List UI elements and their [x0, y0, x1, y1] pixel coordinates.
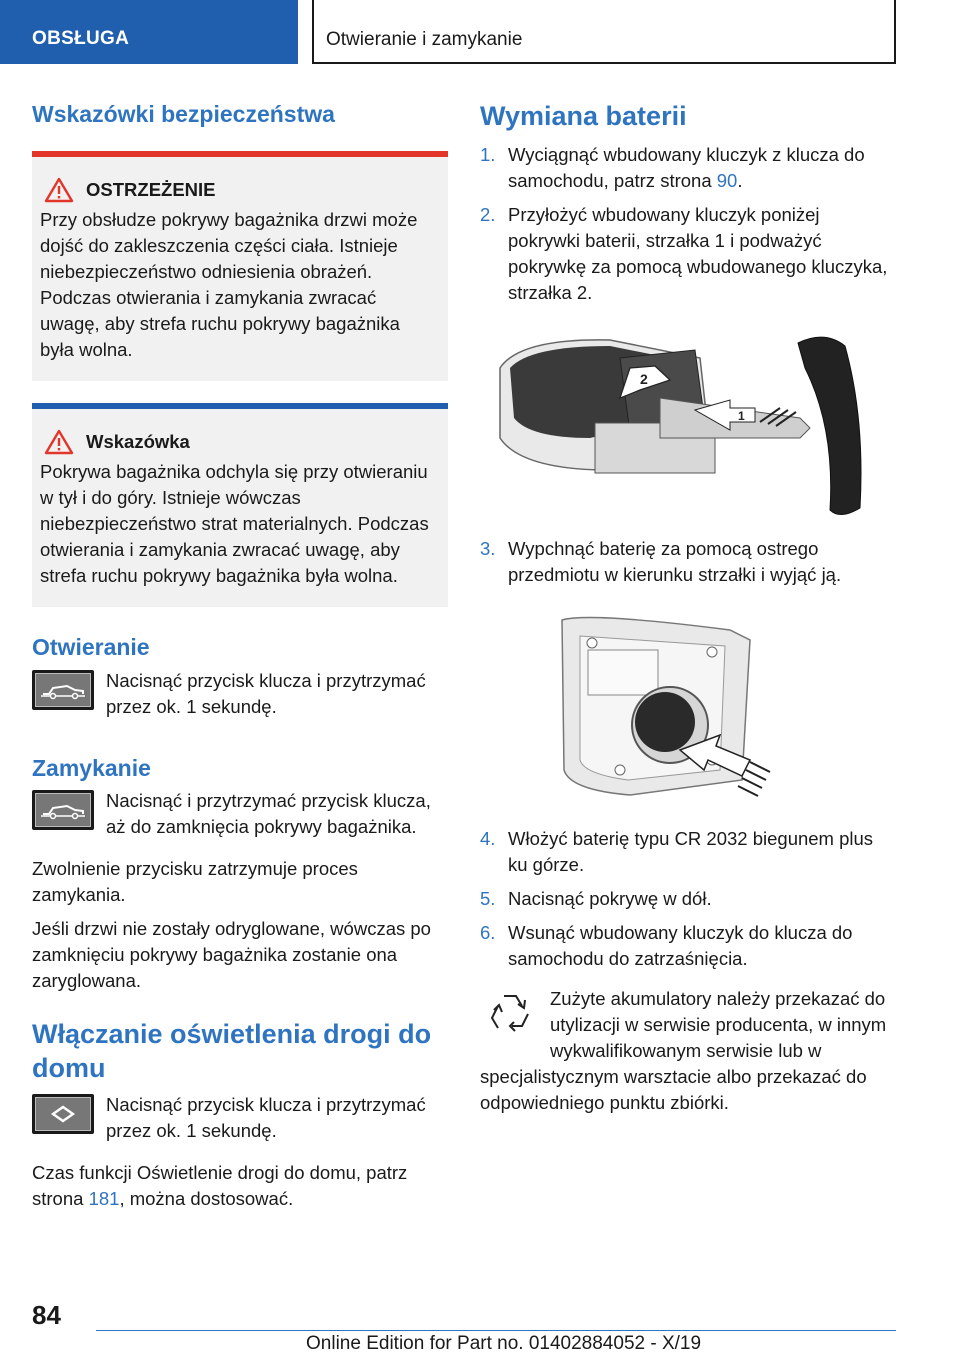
header-title: Otwieranie i zamykanie	[312, 0, 896, 64]
note-triangle-icon	[44, 429, 74, 455]
arrow-label-1: 1	[738, 408, 745, 423]
left-column	[32, 100, 448, 1212]
note-box	[32, 403, 448, 607]
recycle-text: Zużyte akumulatory należy przekazać do utylizacji w serwisie producenta, w innym wykwalifikowanym serwisie lub w specjalistycznym warsztacie albo przekazać do odpowiedniego punktu zbiórki.	[480, 987, 887, 1113]
note-header	[40, 429, 438, 455]
step-number: 2.	[480, 203, 496, 225]
step-text: Nacisnąć pokrywę w dół.	[508, 887, 712, 909]
header-section-tab: OBSŁUGA	[0, 0, 298, 64]
warning-triangle-icon	[44, 177, 74, 203]
closing-para1: Zwolnienie przycisku zatrzymuje proces zamykania.	[32, 858, 358, 906]
home-light-para	[32, 1160, 448, 1212]
home-light-heading: Włączanie oświetlenia drogi do domu	[32, 1019, 432, 1083]
right-column	[480, 100, 896, 1116]
page-number: 84	[32, 1300, 61, 1330]
battery-eject-figure	[480, 610, 896, 810]
step-number: 3.	[480, 537, 496, 559]
step-5	[480, 886, 896, 912]
step-6	[480, 920, 896, 972]
warning-box	[32, 151, 448, 381]
closing-text: Nacisnąć i przytrzymać przycisk klucza, aż do zamknięcia pokrywy bagażnika.	[106, 790, 431, 838]
page-link-90[interactable]: 90	[716, 169, 738, 191]
footer-rule	[96, 1330, 896, 1331]
step-3	[480, 536, 896, 588]
battery-steps-a	[480, 142, 896, 306]
closing-heading: Zamykanie	[32, 754, 151, 781]
step-1	[480, 142, 896, 194]
opening-heading: Otwieranie	[32, 633, 150, 660]
opening-row	[32, 668, 448, 720]
opening-text: Nacisnąć przycisk klucza i przytrzymać przez ok. 1 sekundę.	[106, 669, 426, 717]
battery-heading: Wymiana baterii	[480, 101, 687, 131]
recycle-note	[480, 986, 896, 1116]
step-2	[480, 202, 896, 306]
warning-title: OSTRZEŻENIE	[86, 178, 216, 200]
step-text: Włożyć baterię typu CR 2032 biegunem plus ku górze.	[508, 827, 874, 875]
closing-para2: Jeśli drzwi nie zostały odryglowane, wówczas po zamknięciu pokrywy bagażnika zostanie ona zaryglowana.	[32, 918, 431, 992]
step-text: Wsunąć wbudowany kluczyk do klucza do samochodu do zatrzaśnięcia.	[508, 921, 853, 969]
trunk-button-icon	[32, 670, 94, 710]
light-button-icon	[32, 1094, 94, 1134]
step-text: Wypchnąć baterię za pomocą ostrego przedmiotu w kierunku strzałki i wyjąć ją.	[508, 537, 842, 585]
home-light-para-before: Czas funkcji Oświetlenie drogi do domu, patrz strona	[32, 1161, 408, 1209]
home-light-para-after: , można dostosować.	[119, 1187, 294, 1209]
step-text: Przyłożyć wbudowany kluczyk poniżej pokrywki baterii, strzałka 1 i podważyć pokrywkę za pomocą wbudowanego kluczyka, strzałka 2.	[508, 203, 888, 303]
step-number: 1.	[480, 143, 496, 165]
safety-heading: Wskazówki bezpieczeństwa	[32, 101, 335, 127]
warning-text: Przy obsłudze pokrywy bagażnika drzwi może dojść do zakleszczenia części ciała. Istnieje niebezpieczeństwo odniesienia obrażeń. Podczas otwierania i zamykania zwracać uwagę, aby strefa ruchu pokrywy bagażnika była wolna.	[40, 208, 418, 360]
warning-header	[40, 177, 438, 203]
step-text: Wyciągnąć wbudowany kluczyk z klucza do samochodu, patrz strona 90.	[508, 143, 865, 191]
step-4	[480, 826, 896, 878]
footer-edition: Online Edition for Part no. 01402884052 - X/19	[306, 1333, 702, 1354]
battery-steps-b	[480, 536, 896, 588]
note-title: Wskazówka	[86, 430, 190, 452]
home-light-row	[32, 1092, 448, 1144]
arrow-label-2: 2	[640, 370, 648, 387]
trunk-button-icon-2	[32, 790, 94, 830]
key-pry-cover-figure	[480, 328, 896, 528]
home-light-text: Nacisnąć przycisk klucza i przytrzymać przez ok. 1 sekundę.	[106, 1093, 426, 1141]
note-text: Pokrywa bagażnika odchyla się przy otwieraniu w tył i do góry. Istnieje wówczas niebezpieczeństwo strat materialnych. Podczas otwierania i zamykania zwracać uwagę, aby strefa ruchu pokrywy bagażnika była wolna.	[40, 460, 429, 586]
battery-steps-c	[480, 826, 896, 972]
step-number: 6.	[480, 921, 496, 943]
step-number: 4.	[480, 827, 496, 849]
step-number: 5.	[480, 887, 496, 909]
recycle-icon	[484, 988, 536, 1040]
closing-row	[32, 788, 448, 840]
page-link-181[interactable]: 181	[88, 1187, 120, 1209]
